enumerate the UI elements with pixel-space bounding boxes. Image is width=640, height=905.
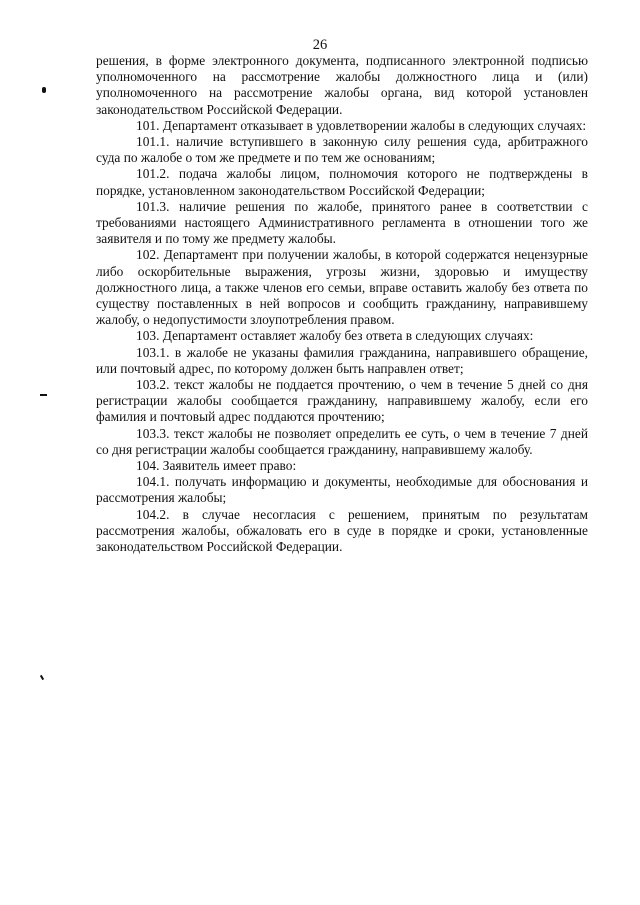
paragraph-103-3: 103.3. текст жалобы не позволяет определить ее суть, о чем в течение 7 дней со дня регистрации жалобы сообщается гражданину, направившему жалобу.	[96, 425, 588, 457]
paragraph-103-1: 103.1. в жалобе не указаны фамилия гражданина, направившего обращение, или почтовый адрес, по которому должен быть направлен ответ;	[96, 344, 588, 376]
paragraph-103: 103. Департамент оставляет жалобу без ответа в следующих случаях:	[136, 328, 534, 344]
paragraph-104: 104. Заявитель имеет право:	[136, 458, 297, 474]
paragraph-101-3: 101.3. наличие решения по жалобе, принятого ранее в соответствии с требованиями настоящего Административного регламента в отношении того же заявителя и по тому же предмету жалобы.	[96, 198, 588, 247]
paragraph-102: 102. Департамент при получении жалобы, в которой содержатся нецензурные либо оскорбительные выражения, угрозы жизни, здоровью и имуществу должностного лица, а также членов его семьи, вправе оставить жалобу без ответа по существу поставленных в ней вопросов и сообщить гражданину, направившему жалобу, о недопустимости злоупотребления правом.	[96, 247, 588, 328]
paragraph-104-1: 104.1. получать информацию и документы, необходимые для обоснования и рассмотрения жалобы;	[96, 474, 588, 506]
scan-mark	[42, 87, 46, 93]
scan-mark	[40, 394, 47, 396]
paragraph-101: 101. Департамент отказывает в удовлетворении жалобы в следующих случаях:	[136, 117, 587, 133]
paragraph-continuation: решения, в форме электронного документа, подписанного электронной подписью уполномоченного на рассмотрение жалобы должностного лица и (или) уполномоченного на рассмотрение жалобы органа, вид которой установлен законодательством Российской Федерации.	[96, 53, 588, 117]
paragraph-103-2: 103.2. текст жалобы не поддается прочтению, о чем в течение 5 дней со дня регистрации жалобы сообщается гражданину, направившему жалобу, если его фамилия и почтовый адрес поддаются прочтению;	[96, 377, 588, 425]
scan-mark	[40, 675, 44, 680]
paragraph-104-2: 104.2. в случае несогласия с решением, принятым по результатам рассмотрения жалобы, обжаловать его в суде в порядке и сроки, установленные законодательством Российской Федерации.	[96, 506, 588, 555]
paragraph-101-1: 101.1. наличие вступившего в законную силу решения суда, арбитражного суда по жалобе о том же предмете и по тем же основаниям;	[96, 134, 588, 166]
document-body	[96, 53, 588, 555]
page-number: 26	[312, 37, 328, 53]
paragraph-101-2: 101.2. подача жалобы лицом, полномочия которого не подтверждены в порядке, установленном законодательством Российской Федерации;	[96, 166, 588, 198]
